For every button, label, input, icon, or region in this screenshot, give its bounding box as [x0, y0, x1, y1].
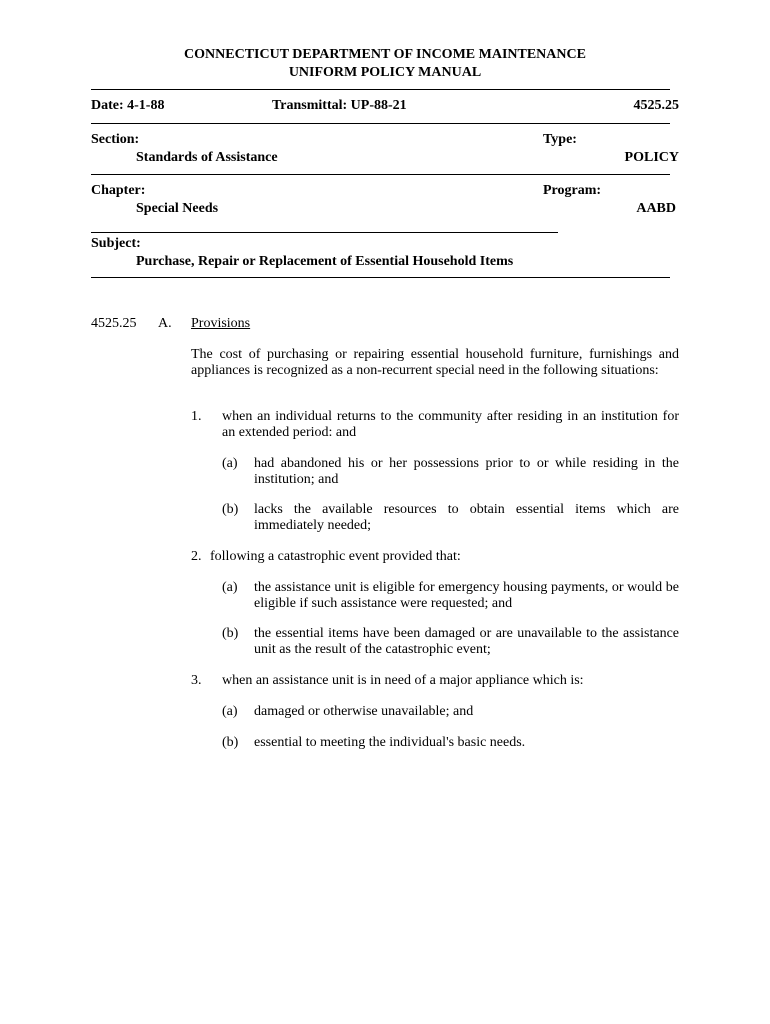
sub-label: (b)	[222, 626, 239, 641]
item-text: following a catastrophic event provided that:	[210, 549, 461, 564]
section-heading: Provisions	[191, 316, 251, 331]
manual-title: UNIFORM POLICY MANUAL	[288, 65, 482, 80]
divider	[91, 174, 670, 175]
sub-text: had abandoned his or her possessions prior to or while residing in the institution; and	[254, 456, 679, 487]
type-label: Type:	[543, 132, 577, 147]
subject-label: Subject:	[91, 236, 141, 251]
section-label: Section:	[91, 132, 140, 147]
sub-label: (b)	[222, 735, 239, 750]
sub-text: essential to meeting the individual's basic needs.	[254, 735, 526, 750]
divider	[91, 232, 558, 233]
sub-label: (a)	[222, 704, 238, 719]
type-value: POLICY	[624, 150, 679, 165]
sub-text: the assistance unit is eligible for emergency housing payments, or would be eligible if such assistance were requested; and	[254, 580, 679, 611]
section-value: Standards of Assistance	[136, 150, 278, 165]
item-number: 3.	[191, 673, 202, 688]
sub-text: the essential items have been damaged or are unavailable to the assistance unit as the result of the catastrophic event;	[254, 626, 679, 657]
intro-paragraph: The cost of purchasing or repairing essential household furniture, furnishings and appliances is recognized as a non-recurrent special need in the following situations:	[191, 347, 679, 378]
sub-label: (a)	[222, 456, 238, 471]
divider	[91, 89, 670, 90]
sub-text: damaged or otherwise unavailable; and	[254, 704, 474, 719]
item-text: when an individual returns to the community after residing in an institution for an extended period: and	[222, 409, 679, 440]
subject-value: Purchase, Repair or Replacement of Essential Household Items	[136, 254, 514, 269]
program-value: AABD	[636, 201, 676, 216]
policy-number: 4525.25	[633, 98, 679, 113]
date-field: Date: 4-1-88	[91, 98, 165, 113]
item-number: 2.	[191, 549, 202, 564]
sub-label: (b)	[222, 502, 239, 517]
divider	[91, 277, 670, 278]
item-text: when an assistance unit is in need of a major appliance which is:	[222, 673, 584, 688]
transmittal-field: Transmittal: UP-88-21	[272, 98, 407, 113]
program-label: Program:	[543, 183, 602, 198]
chapter-value: Special Needs	[136, 201, 219, 216]
item-number: 1.	[191, 409, 202, 424]
section-letter: A.	[158, 316, 172, 331]
sub-text: lacks the available resources to obtain essential items which are immediately needed;	[254, 502, 679, 533]
department-title: CONNECTICUT DEPARTMENT OF INCOME MAINTENANCE	[184, 47, 586, 62]
sub-label: (a)	[222, 580, 238, 595]
chapter-label: Chapter:	[91, 183, 146, 198]
section-number: 4525.25	[91, 316, 137, 331]
divider	[91, 123, 670, 124]
